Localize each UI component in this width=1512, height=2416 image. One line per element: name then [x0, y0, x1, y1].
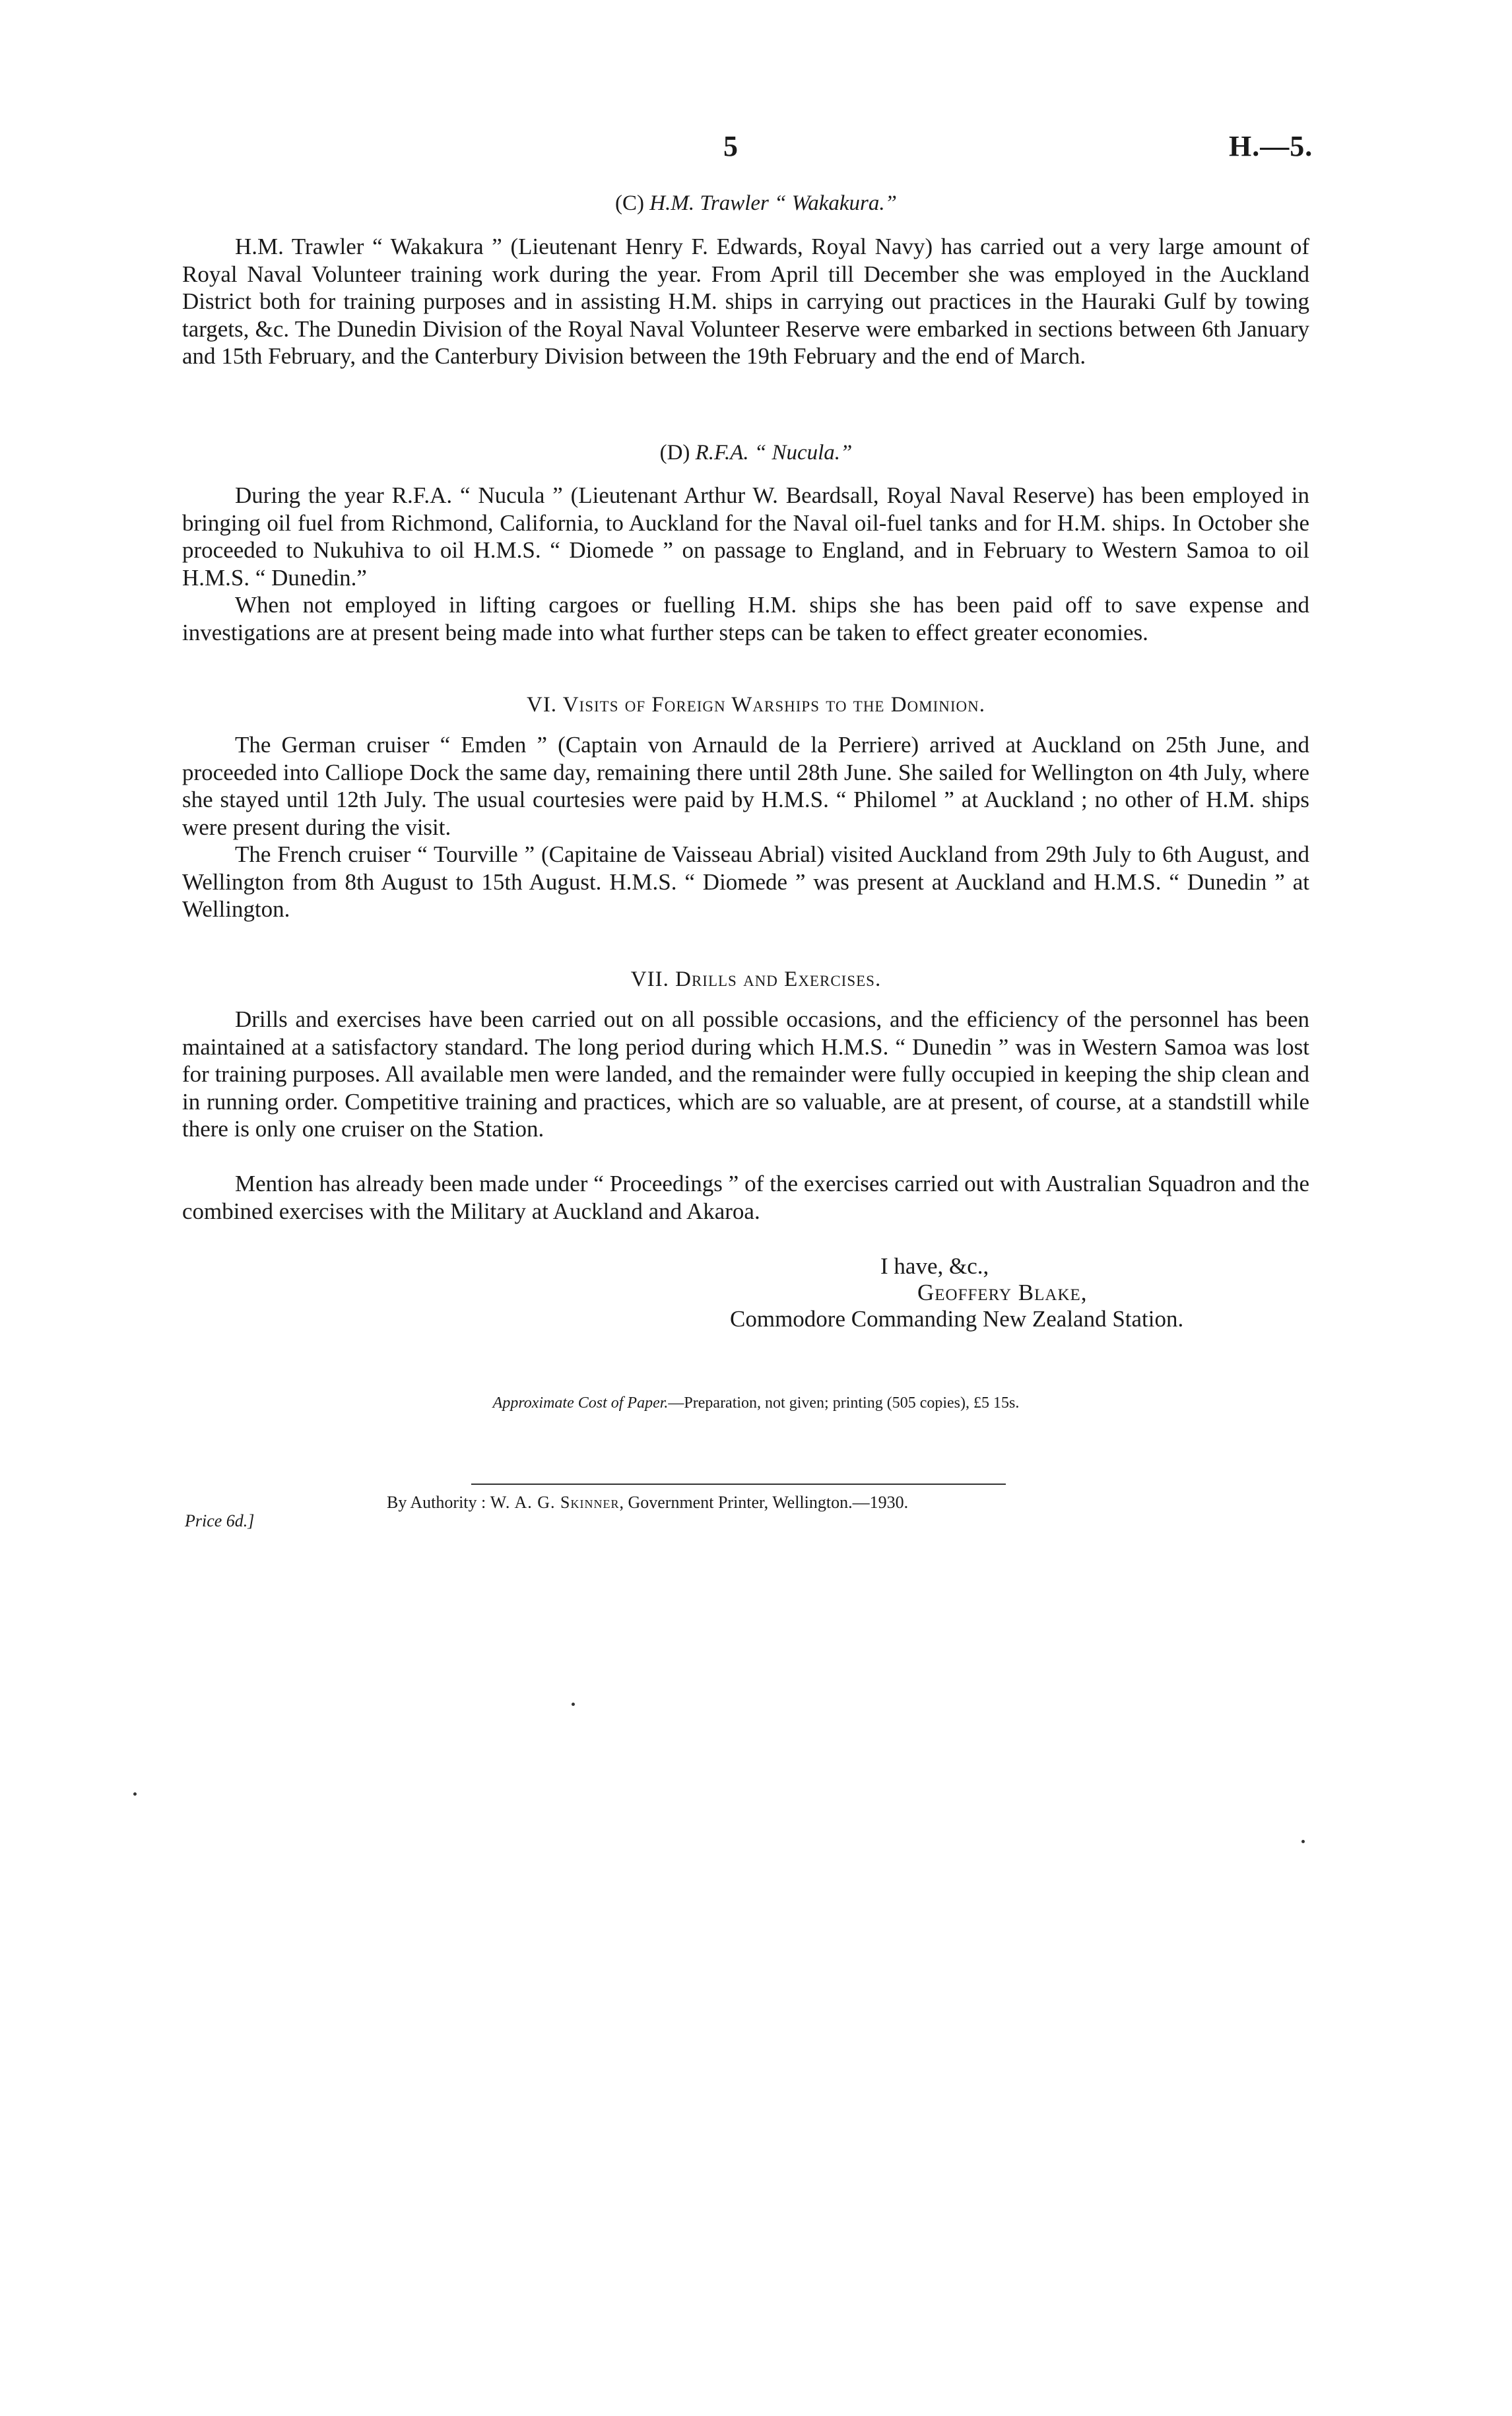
section-vii-paragraph-2: Mention has already been made under “ Proceedings ” of the exercises carried out with Australian Squadron and the combined exercises with the Military at Auckland and Akaroa. [182, 1171, 1309, 1224]
section-vii-heading [0, 967, 1512, 992]
section-vii-title: VII. Drills and Exercises. [630, 967, 882, 991]
section-c-heading [0, 191, 1512, 216]
authority-prefix: By Authority : [387, 1493, 490, 1512]
cost-of-paper [0, 1394, 1512, 1412]
page-number: 5 [723, 130, 738, 162]
cost-label: Approximate Cost of Paper. [492, 1394, 669, 1412]
section-vii-paragraph-1: Drills and exercises have been carried out on all possible occasions, and the efficiency of the personnel has been maintained at a satisfactory standard. The long period during which H.M.S. “ Dunedin ” was in Western Samoa was lost for training purposes. All available men were landed, and the remainder were fully occupied in keeping the ship clean and in running order. Competitive training and practices, which are so valuable, are at present, of course, at a standstill while there is only one cruiser on the Station. [182, 1006, 1309, 1142]
footer-divider [471, 1484, 1006, 1485]
signature-name: Geoffery Blake, [917, 1280, 1088, 1305]
scan-speck [133, 1792, 137, 1796]
section-c-title: H.M. Trawler “ Wakakura.” [649, 191, 897, 215]
section-vi-heading [0, 693, 1512, 717]
page-reference: H.—5. [1229, 130, 1313, 162]
section-d-paragraph-1: During the year R.F.A. “ Nucula ” (Lieutenant Arthur W. Beardsall, Royal Naval Reserve) has been employed in bringing oil fuel from Richmond, California, to Auckland for the Naval oil-fuel tanks and for H.M. ships. In October she proceeded to Nukuhiva to oil H.M.S. “ Diomede ” on passage to England, and in February to Western Samoa to oil H.M.S. “ Dunedin.” [182, 482, 1309, 591]
scan-speck [572, 1703, 575, 1706]
authority-suffix: , Government Printer, Wellington.—1930. [619, 1493, 909, 1512]
price: Price 6d.] [185, 1511, 255, 1530]
section-d-prefix: (D) [659, 441, 696, 465]
cost-text: —Preparation, not given; printing (505 copies), £5 15s. [668, 1394, 1020, 1412]
signature-title: Commodore Commanding New Zealand Station. [730, 1306, 1184, 1332]
section-vi-paragraph-2: The French cruiser “ Tourville ” (Capitaine de Vaisseau Abrial) visited Auckland from 29th July to 6th August, and Wellington from 8th August to 15th August. H.M.S. “ Diomede ” was present at Auckland and H.M.S. “ Dunedin ” at Wellington. [182, 841, 1309, 922]
section-d-title: R.F.A. “ Nucula.” [695, 441, 853, 465]
scan-speck [1301, 1840, 1305, 1843]
signature-greeting: I have, &c., [880, 1253, 989, 1279]
section-d-heading [0, 441, 1512, 465]
section-c-paragraph: H.M. Trawler “ Wakakura ” (Lieutenant Henry F. Edwards, Royal Navy) has carried out a very large amount of Royal Naval Volunteer training work during the year. From April till December she was employed in the Auckland District both for training purposes and in assisting H.M. ships in carrying out practices in the Hauraki Gulf by towing targets, &c. The Dunedin Division of the Royal Naval Volunteer Reserve were embarked in sections between 6th January and 15th February, and the Canterbury Division between the 19th February and the end of March. [182, 234, 1309, 369]
section-vi-paragraph-1: The German cruiser “ Emden ” (Captain von Arnauld de la Perriere) arrived at Auckland on 25th June, and proceeded into Calliope Dock the same day, remaining there until 28th June. She sailed for Wellington on 4th July, where she stayed until 12th July. The usual courtesies were paid by H.M.S. “ Philomel ” at Auckland ; no other of H.M. ships were present during the visit. [182, 732, 1309, 840]
printer-name: W. A. G. Skinner [490, 1493, 620, 1512]
printing-authority [387, 1493, 908, 1513]
section-d-paragraph-2: When not employed in lifting cargoes or fuelling H.M. ships she has been paid off to save expense and investigations are at present being made into what further steps can be taken to effect greater economies. [182, 592, 1309, 645]
section-c-prefix: (C) [615, 191, 650, 215]
section-vi-title: VI. Visits of Foreign Warships to the Dominion. [526, 693, 986, 717]
